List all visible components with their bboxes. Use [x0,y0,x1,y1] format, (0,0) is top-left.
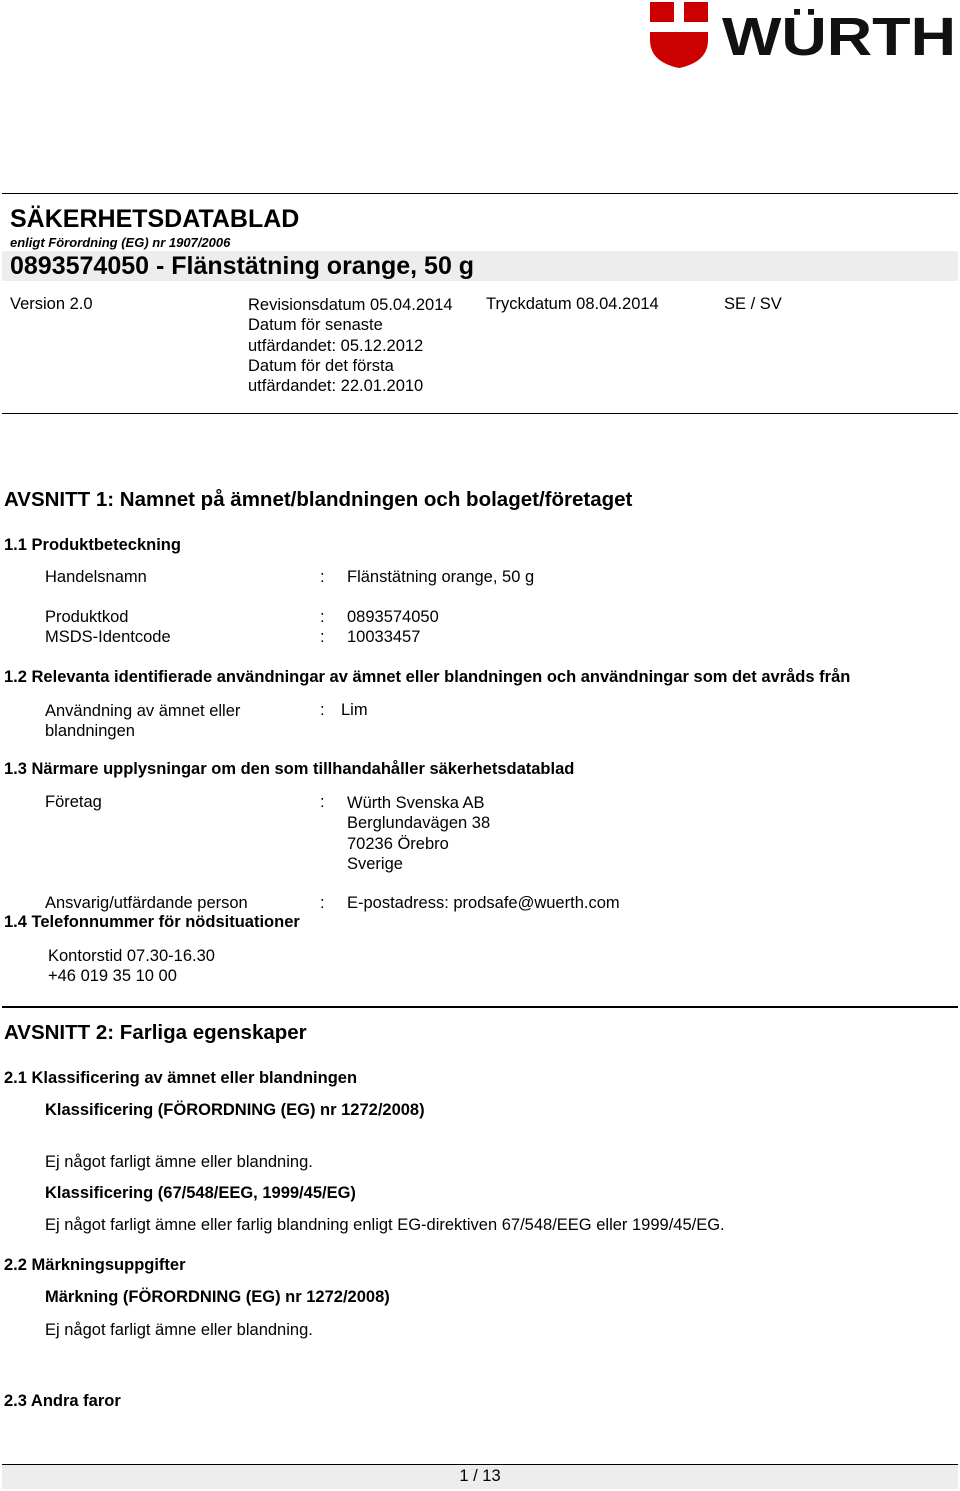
page-number: 1 / 13 [459,1467,501,1485]
wurth-logo [648,0,958,70]
classification-dsd-text: Ej något farligt ämne eller farlig blandning enligt EG-direktiven 67/548/EEG eller 1999/45/EG. [45,1216,725,1234]
heading-1-3: 1.3 Närmare upplysningar om den som tillhandahåller säkerhetsdatablad [4,760,575,778]
company-country: Sverige [347,854,403,873]
heading-1-2: 1.2 Relevanta identifierade användningar av ämnet eller blandningen och användningar som det avråds från [4,668,851,686]
responsible-label: Ansvarig/utfärdande person [45,894,248,912]
use-label [45,701,240,742]
colon: : [320,608,325,626]
section-rule [2,1006,958,1008]
section1-title: AVSNITT 1: Namnet på ämnet/blandningen och bolaget/företaget [4,488,633,511]
revision-block [248,295,453,396]
svg-text:WÜRTH: WÜRTH [722,7,956,67]
language-code: SE / SV [724,295,782,313]
header-top-rule [2,193,958,194]
last-issue-line2: utfärdandet: 05.12.2012 [248,336,424,355]
classification-clp-heading: Klassificering (FÖRORDNING (EG) nr 1272/2008) [45,1101,425,1119]
company-city: 70236 Örebro [347,834,449,853]
header-bottom-rule [2,413,958,414]
heading-1-1: 1.1 Produktbeteckning [4,536,181,554]
first-issue-line2: utfärdandet: 22.01.2010 [248,377,424,396]
colon: : [320,793,325,811]
use-label-line2: blandningen [45,722,135,741]
product-code-label: Produktkod [45,608,129,626]
phone-number: +46 019 35 10 00 [48,967,177,986]
product-heading: 0893574050 - Flänstätning orange, 50 g [10,252,475,280]
msds-label: MSDS-Identcode [45,628,171,646]
use-label-line1: Användning av ämnet eller [45,702,241,720]
company-address [347,793,490,874]
responsible-value: E-postadress: prodsafe@wuerth.com [347,894,620,912]
colon: : [320,701,325,719]
revision-date: Revisionsdatum 05.04.2014 [248,296,453,314]
colon: : [320,628,325,646]
classification-clp-text: Ej något farligt ämne eller blandning. [45,1153,313,1171]
trade-name-label: Handelsnamn [45,568,147,586]
heading-2-1: 2.1 Klassificering av ämnet eller blandningen [4,1069,358,1087]
office-hours: Kontorstid 07.30-16.30 [48,947,215,965]
print-date: Tryckdatum 08.04.2014 [486,295,659,313]
labelling-clp-text: Ej något farligt ämne eller blandning. [45,1321,313,1339]
classification-dsd-heading: Klassificering (67/548/EEG, 1999/45/EG) [45,1184,356,1202]
company-label: Företag [45,793,102,811]
msds-value: 10033457 [347,628,421,646]
document-title: SÄKERHETSDATABLAD [10,205,300,233]
company-street: Berglundavägen 38 [347,814,491,833]
document-subtitle: enligt Förordning (EG) nr 1907/2006 [10,235,231,250]
colon: : [320,568,325,586]
first-issue-line1: Datum för det första [248,356,394,375]
product-code-value: 0893574050 [347,608,439,626]
section2-title: AVSNITT 2: Farliga egenskaper [4,1021,307,1044]
heading-2-3: 2.3 Andra faror [4,1392,121,1410]
labelling-clp-heading: Märkning (FÖRORDNING (EG) nr 1272/2008) [45,1288,390,1306]
colon: : [320,894,325,912]
heading-1-4: 1.4 Telefonnummer för nödsituationer [4,913,300,931]
trade-name-value: Flänstätning orange, 50 g [347,568,535,586]
version: Version 2.0 [10,295,93,313]
use-value: Lim [341,701,368,719]
company-name: Würth Svenska AB [347,794,485,812]
emergency-phone [48,946,215,987]
last-issue-line1: Datum för senaste [248,316,383,335]
heading-2-2: 2.2 Märkningsuppgifter [4,1256,186,1274]
